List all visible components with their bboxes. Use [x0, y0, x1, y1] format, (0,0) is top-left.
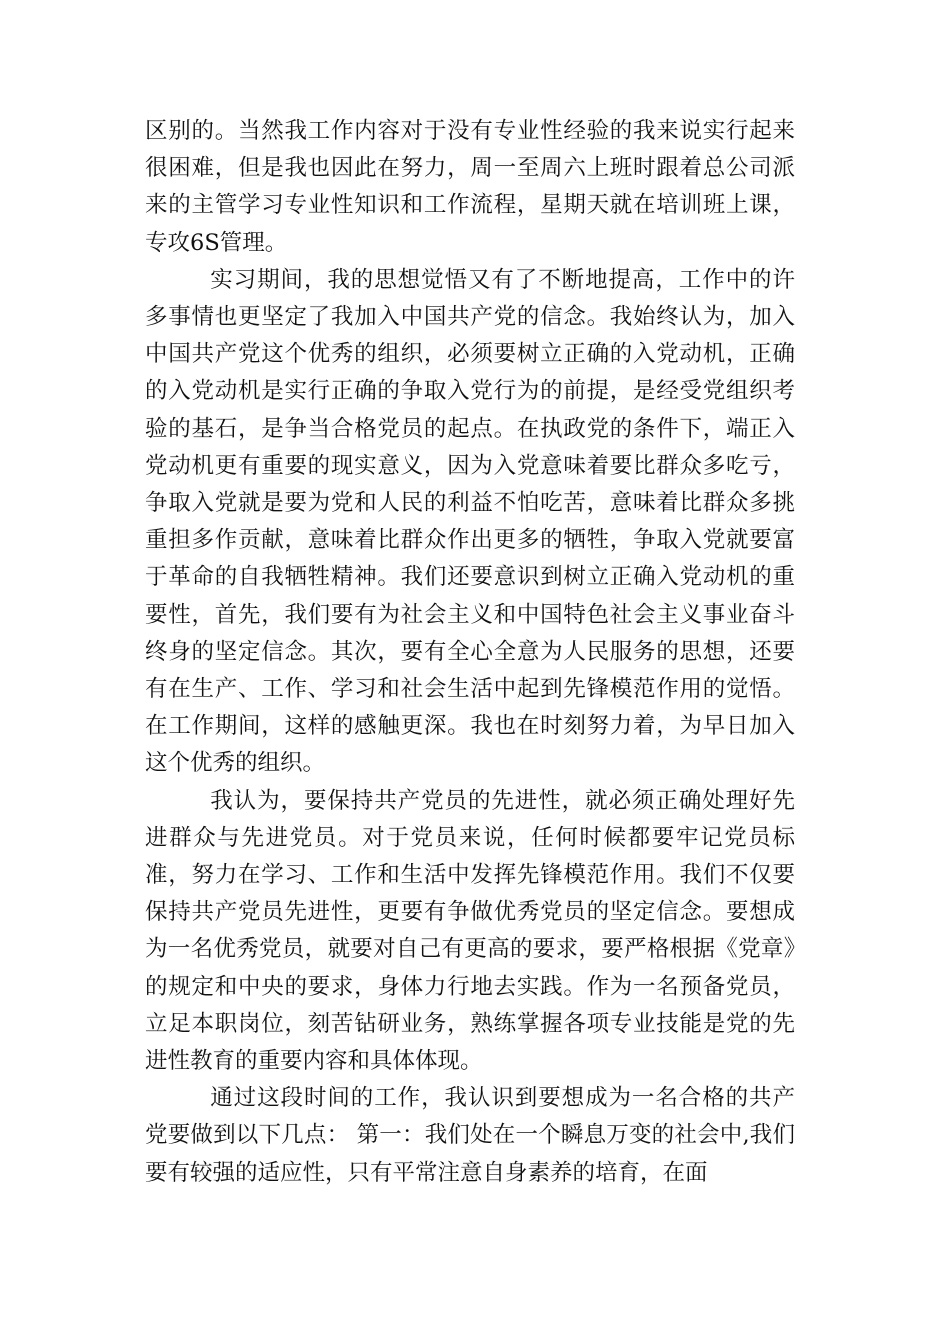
document-body [145, 113, 795, 1192]
paragraph-internship-thoughts: 实习期间，我的思想觉悟又有了不断地提高，工作中的许多事情也更坚定了我加入中国共产党的信念。我始终认为，加入中国共产党这个优秀的组织，必须要树立正确的入党动机，正确的入党动机是实行正确的争取入党行为的前提，是经受党组织考验的基石，是争当合格党员的起点。在执政党的条件下，端正入党动机更有重要的现实意义，因为入党意味着要比群众多吃亏，争取入党就是要为党和人民的利益不怕吃苦，意味着比群众多挑重担多作贡献，意味着比群众作出更多的牺牲，争取入党就要富于革命的自我牺牲精神。我们还要意识到树立正确入党动机的重要性，首先，我们要有为社会主义和中国特色社会主义事业奋斗终身的坚定信念。其次，要有全心全意为人民服务的思想，还要有在生产、工作、学习和社会生活中起到先锋模范作用的觉悟。在工作期间，这样的感触更深。我也在时刻努力着，为早日加入这个优秀的组织。 [145, 266, 795, 777]
paragraph-advanced-nature: 我认为，要保持共产党员的先进性，就必须正确处理好先进群众与先进党员。对于党员来说，任何时候都要牢记党员标准，努力在学习、工作和生活中发挥先锋模范作用。我们不仅要保持共产党员先进性，更要有争做优秀党员的坚定信念。要想成为一名优秀党员，就要对自己有更高的要求，要严格根据《党章》的规定和中央的要求，身体力行地去实践。作为一名预备党员，立足本职岗位，刻苦钻研业务，熟练掌握各项专业技能是党的先进性教育的重要内容和具体体现。 [145, 787, 795, 1075]
paragraph-qualified-member: 通过这段时间的工作，我认识到要想成为一名合格的共产党要做到以下几点： 第一：我们处在一个瞬息万变的社会中,我们要有较强的适应性，只有平常注意自身素养的培育，在面 [145, 1085, 795, 1186]
paragraph-continuation: 区别的。当然我工作内容对于没有专业性经验的我来说实行起来很困难，但是我也因此在努力，周一至周六上班时跟着总公司派来的主管学习专业性知识和工作流程，星期天就在培训班上课，专攻6S管理。 [145, 118, 795, 256]
